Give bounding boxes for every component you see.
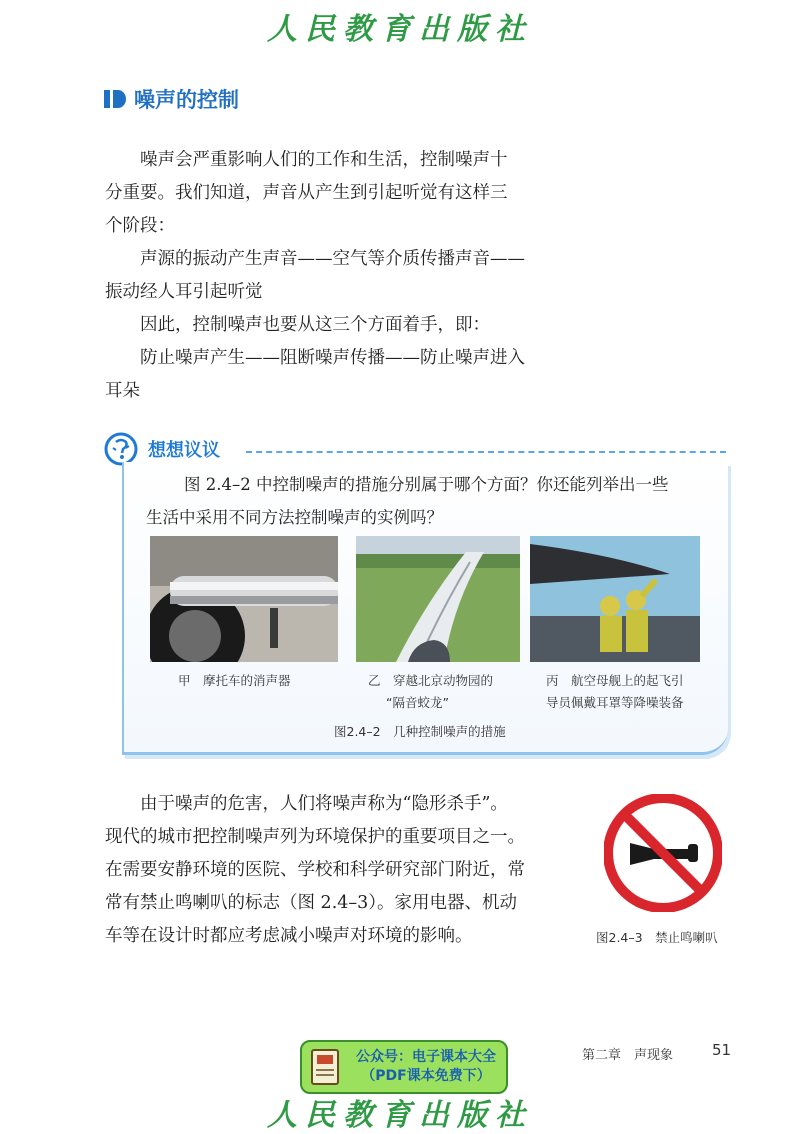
think-discuss-heading (104, 432, 220, 466)
closing-line: 由于噪声的危害，人们将噪声称为“隐形杀手”。 (140, 794, 508, 814)
figure-caption: 图2.4–2 几种控制噪声的措施 (334, 724, 506, 739)
closing-line: 现代的城市把控制噪声列为环境保护的重要项目之一。 (105, 827, 525, 847)
photo-caption: 丙 航空母舰上的起飞引 (546, 673, 684, 688)
photo-caption: 甲 摩托车的消声器 (178, 673, 291, 688)
paragraph-line: 个阶段： (105, 216, 175, 236)
badge-text (346, 1048, 506, 1086)
closing-line: 常有禁止鸣喇叭的标志（图 2.4–3）。家用电器、机动 (105, 893, 518, 913)
photo-carrier-crew (530, 536, 700, 662)
book-icon (310, 1048, 340, 1086)
chapter-label: 第二章 声现象 (582, 1048, 674, 1063)
photo-motorcycle-muffler (150, 536, 338, 662)
section-marker-icon (104, 88, 126, 110)
lightbulb-think-icon (104, 432, 138, 466)
publisher-logo-bottom: 人民教育出版社 (267, 1098, 533, 1133)
closing-line: 在需要安静环境的医院、学校和科学研究部门附近，常 (105, 860, 525, 880)
question-line: 生活中采用不同方法控制噪声的实例吗？ (146, 508, 443, 527)
section-heading (104, 84, 239, 114)
photo-caption: 导员佩戴耳罩等降噪装备 (546, 695, 684, 710)
photo-caption: “隔音蛟龙” (386, 695, 449, 710)
watermark-badge (300, 1040, 508, 1094)
closing-line: 车等在设计时都应考虑减小噪声对环境的影响。 (105, 926, 473, 946)
think-box (122, 462, 728, 755)
stages-line: 振动经人耳引起听觉 (105, 282, 263, 302)
paragraph-line: 分重要。我们知道，声音从产生到引起听觉有这样三 (105, 183, 508, 203)
paragraph-line: 因此，控制噪声也要从这三个方面着手，即： (140, 315, 490, 335)
stages-line: 声源的振动产生声音——空气等介质传播声音—— (140, 249, 525, 269)
publisher-logo-top: 人民教育出版社 (267, 12, 533, 47)
methods-line: 防止噪声产生——阻断噪声传播——防止噪声进入 (140, 348, 525, 368)
think-title: 想想议议 (148, 440, 220, 461)
paragraph-line: 噪声会严重影响人们的工作和生活，控制噪声十 (140, 150, 508, 170)
question-line: 图 2.4–2 中控制噪声的措施分别属于哪个方面？你还能列举出一些 (184, 475, 669, 494)
section-title: 噪声的控制 (134, 88, 239, 112)
methods-line: 耳朵 (105, 381, 140, 401)
sign-caption: 图2.4–3 禁止鸣喇叭 (596, 930, 718, 945)
no-horn-sign-icon (604, 794, 722, 912)
photo-caption: 乙 穿越北京动物园的 (368, 673, 494, 688)
photo-sound-barrier (356, 536, 520, 662)
badge-line: （PDF课本免费下） (361, 1068, 491, 1084)
badge-line: 公众号：电子课本大全 (356, 1049, 496, 1065)
divider (246, 451, 726, 453)
page-number: 51 (712, 1041, 732, 1059)
